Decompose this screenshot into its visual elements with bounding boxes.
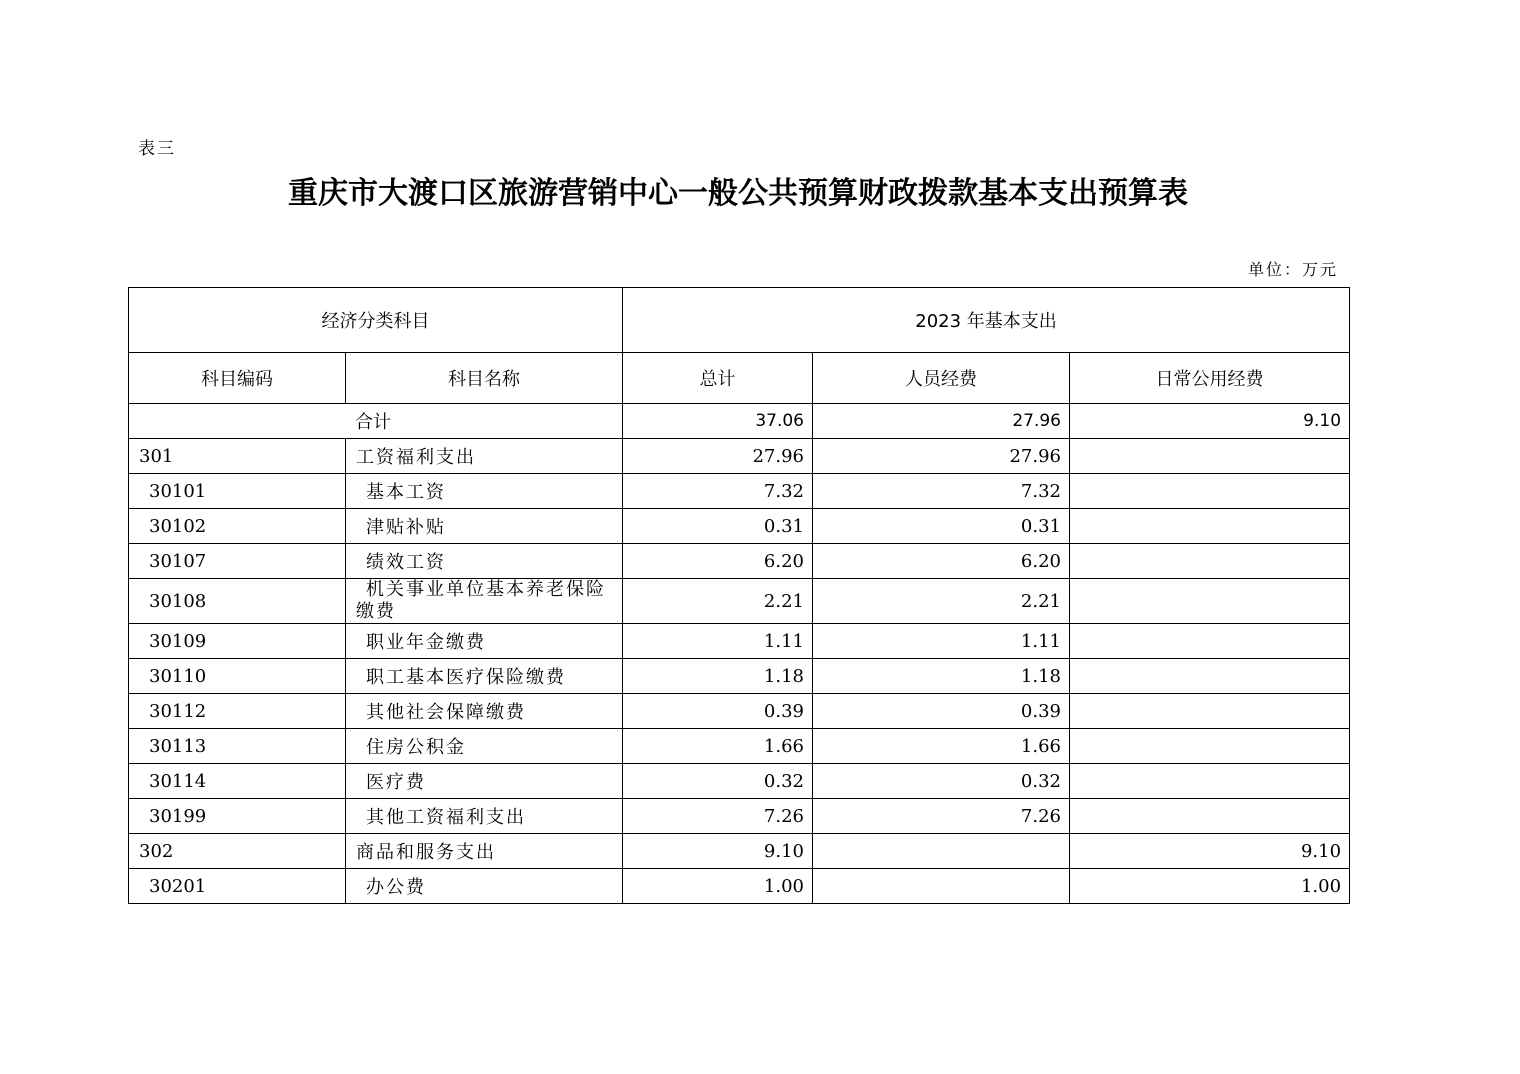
row-code: 30110: [129, 659, 346, 694]
row-total: 7.26: [623, 799, 813, 834]
table-row: [129, 764, 1350, 799]
row-code: 30101: [129, 474, 346, 509]
header-row-2: [129, 353, 1350, 404]
table-row: [129, 579, 1350, 624]
header-economic-category: 经济分类科目: [129, 288, 623, 353]
row-name: 其他社会保障缴费: [346, 694, 623, 729]
row-personnel: 1.18: [813, 659, 1070, 694]
row-public: [1070, 799, 1350, 834]
table-row: [129, 474, 1350, 509]
row-code: 30112: [129, 694, 346, 729]
row-code: 30108: [129, 579, 346, 624]
row-code: 30107: [129, 544, 346, 579]
table-row: [129, 799, 1350, 834]
row-personnel: 1.11: [813, 624, 1070, 659]
row-personnel: [813, 869, 1070, 904]
row-public: [1070, 579, 1350, 624]
total-cell-public: 9.10: [1070, 404, 1350, 439]
row-public: [1070, 694, 1350, 729]
row-personnel: 7.32: [813, 474, 1070, 509]
budget-table: [128, 287, 1350, 904]
total-cell-personnel: 27.96: [813, 404, 1070, 439]
row-public: [1070, 729, 1350, 764]
row-name: 工资福利支出: [346, 439, 623, 474]
total-row: [129, 404, 1350, 439]
row-total: 0.32: [623, 764, 813, 799]
row-total: 1.11: [623, 624, 813, 659]
total-cell-total: 37.06: [623, 404, 813, 439]
table-label: 表三: [138, 139, 176, 159]
header-public: 日常公用经费: [1070, 353, 1350, 404]
row-total: 1.66: [623, 729, 813, 764]
row-code: 301: [129, 439, 346, 474]
table-row: [129, 869, 1350, 904]
row-code: 302: [129, 834, 346, 869]
table-row: [129, 659, 1350, 694]
row-public: [1070, 624, 1350, 659]
header-code: 科目编码: [129, 353, 346, 404]
row-personnel: 1.66: [813, 729, 1070, 764]
table-row: [129, 509, 1350, 544]
row-public: [1070, 439, 1350, 474]
row-name: 商品和服务支出: [346, 834, 623, 869]
row-total: 1.00: [623, 869, 813, 904]
row-public: [1070, 764, 1350, 799]
row-total: 7.32: [623, 474, 813, 509]
header-basic-expenditure: 2023 年基本支出: [623, 288, 1350, 353]
document-title: 重庆市大渡口区旅游营销中心一般公共预算财政拨款基本支出预算表: [288, 176, 1188, 211]
row-public: [1070, 544, 1350, 579]
row-name: 职工基本医疗保险缴费: [346, 659, 623, 694]
row-name: 医疗费: [346, 764, 623, 799]
row-total: 2.21: [623, 579, 813, 624]
row-name-line-2: 缴费: [356, 601, 396, 622]
row-total: 27.96: [623, 439, 813, 474]
row-name-line-1: 机关事业单位基本养老保险: [366, 579, 606, 600]
row-name: 基本工资: [346, 474, 623, 509]
header-name: 科目名称: [346, 353, 623, 404]
row-public: [1070, 509, 1350, 544]
row-name: 办公费: [346, 869, 623, 904]
row-total: 9.10: [623, 834, 813, 869]
row-personnel: 7.26: [813, 799, 1070, 834]
row-name: 津贴补贴: [346, 509, 623, 544]
row-total: 1.18: [623, 659, 813, 694]
row-personnel: 6.20: [813, 544, 1070, 579]
row-personnel: 0.31: [813, 509, 1070, 544]
row-code: 30113: [129, 729, 346, 764]
table-row: [129, 694, 1350, 729]
total-label: 合计: [129, 404, 623, 439]
row-code: 30109: [129, 624, 346, 659]
row-personnel: 27.96: [813, 439, 1070, 474]
row-total: 6.20: [623, 544, 813, 579]
table-row: [129, 834, 1350, 869]
row-code: 30102: [129, 509, 346, 544]
row-public: 9.10: [1070, 834, 1350, 869]
row-total: 0.31: [623, 509, 813, 544]
table-row: [129, 729, 1350, 764]
unit-label: 单位：万元: [1247, 260, 1338, 279]
row-public: [1070, 659, 1350, 694]
row-code: 30114: [129, 764, 346, 799]
row-code: 30199: [129, 799, 346, 834]
row-public: [1070, 474, 1350, 509]
row-personnel: 0.39: [813, 694, 1070, 729]
header-personnel: 人员经费: [813, 353, 1070, 404]
row-name: [346, 579, 623, 624]
row-personnel: [813, 834, 1070, 869]
header-total: 总计: [623, 353, 813, 404]
table-row: [129, 544, 1350, 579]
row-code: 30201: [129, 869, 346, 904]
table-row: [129, 439, 1350, 474]
header-row-1: [129, 288, 1350, 353]
row-name: 住房公积金: [346, 729, 623, 764]
row-public: 1.00: [1070, 869, 1350, 904]
row-total: 0.39: [623, 694, 813, 729]
row-personnel: 0.32: [813, 764, 1070, 799]
row-name: 其他工资福利支出: [346, 799, 623, 834]
row-name: 绩效工资: [346, 544, 623, 579]
table-row: [129, 624, 1350, 659]
row-name: 职业年金缴费: [346, 624, 623, 659]
row-personnel: 2.21: [813, 579, 1070, 624]
